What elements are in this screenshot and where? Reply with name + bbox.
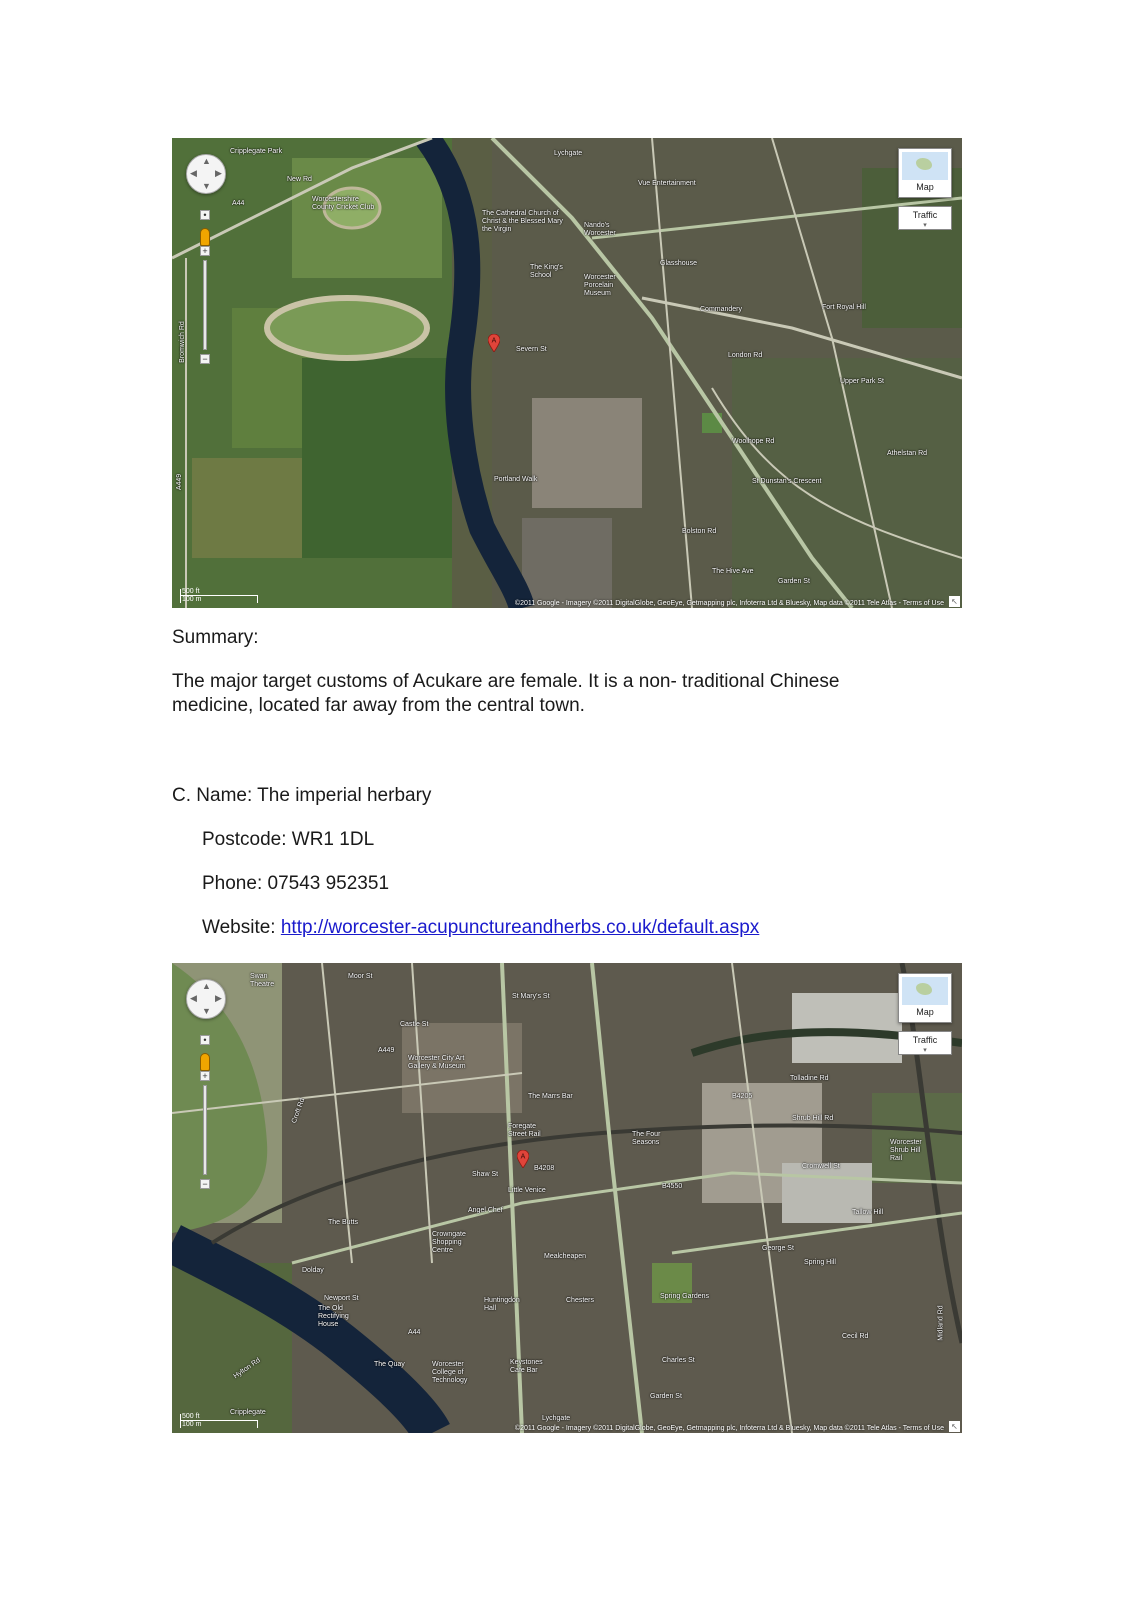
zoom-reset-button[interactable]: • (200, 210, 210, 220)
map-label: Bromwich Rd (178, 321, 186, 363)
scale-ft-label: 500 ft (182, 588, 200, 595)
pan-control[interactable] (186, 979, 226, 1019)
map-label: Cripplegate Park (230, 148, 283, 155)
marker-letter: A (520, 1153, 526, 1161)
zoom-slider[interactable] (203, 1085, 207, 1175)
scale-bar (180, 1413, 260, 1429)
satellite-imagery (172, 138, 962, 608)
map-label: The Marrs Bar (528, 1093, 573, 1100)
map-label: A449 (176, 473, 184, 491)
map-type-button[interactable] (898, 148, 952, 198)
pan-up-icon[interactable]: ▲ (202, 981, 211, 991)
entry-phone: Phone: 07543 952351 (202, 873, 390, 894)
map-label: The Four Seasons (632, 1131, 661, 1146)
map-label: Portland Walk (494, 476, 538, 483)
map-copyright[interactable]: ©2011 Google - Imagery ©2011 DigitalGlobe, GeoEye, Getmapping plc, Infoterra Ltd & Bluesky, Map data ©2011 Tele Atlas - Terms of Use (514, 600, 944, 607)
summary-heading: Summary: (172, 627, 259, 648)
map-label: Worcester Shrub Hill Rail (890, 1139, 922, 1162)
map-label: Worcester Porcelain Museum (584, 274, 616, 297)
map-label: Newport St (324, 1295, 359, 1302)
map-label: Cecil Rd (842, 1333, 869, 1340)
map-label: Crowngate Shopping Centre (432, 1231, 466, 1254)
pan-control[interactable] (186, 154, 226, 194)
map-label: George St (762, 1245, 794, 1252)
map-thumbnail-icon (902, 977, 948, 1005)
pan-down-icon[interactable]: ▼ (202, 181, 211, 191)
scale-m-label: 100 m (182, 1421, 202, 1428)
map-2[interactable] (172, 963, 962, 1433)
map-label: Charles St (662, 1357, 695, 1364)
zoom-in-button[interactable]: + (200, 246, 210, 256)
map-label: Hylton Rd (232, 1356, 262, 1381)
map-label: Dolday (302, 1267, 324, 1274)
map-label: Tolladine Rd (790, 1075, 829, 1082)
map-label: Garden St (650, 1393, 682, 1400)
map-label: Garden St (778, 578, 810, 585)
pan-up-icon[interactable]: ▲ (202, 156, 211, 166)
pegman-icon[interactable] (200, 1053, 210, 1071)
entry-name: C. Name: The imperial herbary (172, 785, 432, 806)
website-label: Website: (202, 917, 281, 938)
traffic-button[interactable]: Traffic ▾ (898, 1031, 952, 1055)
location-marker-icon[interactable] (517, 1150, 529, 1168)
map-label: Vue Entertainment (638, 180, 696, 187)
zoom-control (200, 210, 210, 364)
pegman-icon[interactable] (200, 228, 210, 246)
scale-m-label: 100 m (182, 596, 202, 603)
summary-line-2: medicine, located far away from the central town. (172, 695, 585, 716)
map-label: B4550 (662, 1183, 683, 1190)
marker-letter: A (491, 337, 497, 345)
map-label: St Mary's St (512, 993, 550, 1000)
zoom-out-button[interactable]: − (200, 354, 210, 364)
map-label: Worcester City Art Gallery & Museum (408, 1055, 466, 1070)
map-label: Swan Theatre (250, 973, 275, 988)
expand-corner-icon[interactable]: ↖ (949, 1421, 960, 1432)
zoom-slider[interactable] (203, 260, 207, 350)
scale-ft-label: 500 ft (182, 1413, 200, 1420)
pan-right-icon[interactable]: ▶ (215, 168, 222, 178)
map-label: The Butts (328, 1219, 358, 1226)
map-label: Shrub Hill Rd (792, 1115, 834, 1122)
map-label: The Old Rectifying House (318, 1305, 349, 1328)
zoom-out-button[interactable]: − (200, 1179, 210, 1189)
map-label: Little Venice (508, 1187, 546, 1194)
pan-down-icon[interactable]: ▼ (202, 1006, 211, 1016)
map-label: A44 (408, 1329, 421, 1336)
zoom-reset-button[interactable]: • (200, 1035, 210, 1045)
map-label: Mealcheapen (544, 1253, 587, 1260)
map-label: Chesters (566, 1297, 595, 1304)
map-label: B4208 (534, 1165, 555, 1172)
zoom-in-button[interactable]: + (200, 1071, 210, 1081)
map-label: Commandery (700, 306, 743, 313)
map-label: Upper Park St (840, 378, 884, 385)
map-label: Woolhope Rd (732, 438, 775, 445)
map-label: Spring Hill (804, 1259, 836, 1266)
map-label: Worcester College of Technology (432, 1361, 468, 1384)
map-label: Cromwell St (802, 1163, 840, 1170)
map-label: Foregate Street Rail (508, 1123, 541, 1138)
website-link[interactable]: http://worcester-acupunctureandherbs.co.uk/default.aspx (280, 917, 760, 938)
map-label: Castle St (400, 1021, 429, 1028)
map-label: St Dunstan's Crescent (752, 478, 822, 485)
map-label: B4205 (732, 1093, 753, 1100)
zoom-control (200, 1035, 210, 1189)
map-label: Angel Chef (468, 1207, 503, 1214)
map-label: Tallow Hill (852, 1209, 884, 1216)
expand-corner-icon[interactable]: ↖ (949, 596, 960, 607)
map-label: Midland Rd (937, 1305, 945, 1341)
map-label: A44 (232, 200, 245, 207)
map-label: Moor St (348, 973, 373, 980)
map-label: Lychgate (542, 1415, 571, 1422)
map-label: London Rd (728, 352, 763, 359)
map-label: Fort Royal Hill (822, 304, 866, 311)
pan-left-icon[interactable]: ◀ (190, 168, 197, 178)
pan-right-icon[interactable]: ▶ (215, 993, 222, 1003)
map-label: Athelstan Rd (887, 450, 928, 457)
map-label: Cripplegate (230, 1409, 266, 1416)
pan-left-icon[interactable]: ◀ (190, 993, 197, 1003)
summary-line-1: The major target customs of Acukare are female. It is a non- traditional Chinese (172, 671, 840, 692)
entry-website (202, 916, 759, 940)
map-type-label: Map (916, 1007, 934, 1017)
scale-bar (180, 588, 260, 604)
map-1[interactable] (172, 138, 962, 608)
map-label: A449 (378, 1047, 395, 1054)
map-label: The Quay (374, 1361, 405, 1368)
traffic-button[interactable]: Traffic ▾ (898, 206, 952, 230)
map-type-button[interactable] (898, 973, 952, 1023)
map-label: The King's School (530, 264, 563, 279)
map-label: The Hive Ave (712, 568, 754, 575)
map-label: Shaw St (472, 1171, 499, 1178)
map-label: Keystones Cafe Bar (510, 1359, 543, 1374)
entry-postcode: Postcode: WR1 1DL (202, 829, 375, 850)
map-label: Spring Gardens (660, 1293, 710, 1300)
map-label: Worcestershire County Cricket Club (312, 196, 375, 211)
map-label: Croft Rd (290, 1097, 307, 1125)
location-marker-icon[interactable] (488, 334, 500, 352)
map-label: Huntingdon Hall (484, 1297, 520, 1312)
map-thumbnail-icon (902, 152, 948, 180)
map-label: Severn St (516, 346, 547, 353)
satellite-imagery (172, 963, 962, 1433)
map-label: The Cathedral Church of Christ & the Blessed Mary the Virgin (482, 210, 563, 233)
map-label: Lychgate (554, 150, 583, 157)
map-label: Nando's Worcester (584, 222, 616, 237)
map-label: Bolston Rd (682, 528, 717, 535)
map-copyright[interactable]: ©2011 Google - Imagery ©2011 DigitalGlobe, GeoEye, Getmapping plc, Infoterra Ltd & Bluesky, Map data ©2011 Tele Atlas - Terms of Use (514, 1425, 944, 1432)
map-type-label: Map (916, 182, 934, 192)
map-label: New Rd (287, 176, 312, 183)
map-label: Glasshouse (660, 260, 697, 267)
